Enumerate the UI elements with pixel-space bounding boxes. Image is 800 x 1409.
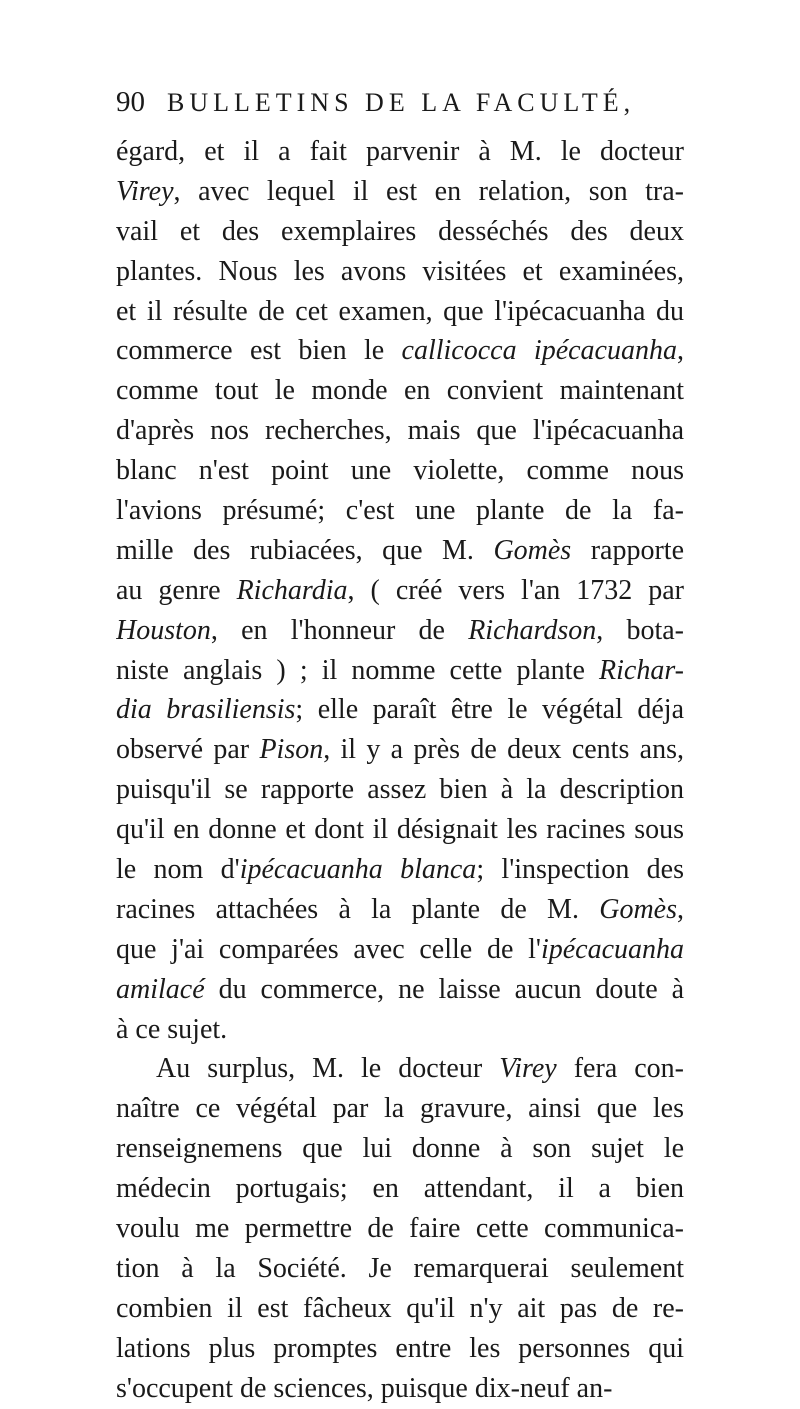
text-segment: blanc n'est point une violette, comme nous bbox=[116, 455, 684, 487]
italic-text: callicocca ipécacuanha bbox=[401, 335, 677, 367]
text-segment: , bbox=[676, 335, 684, 367]
text-segment: naître ce végétal par la gravure, ainsi que les bbox=[116, 1093, 684, 1125]
italic-text: Virey bbox=[116, 175, 174, 207]
text-line bbox=[116, 132, 684, 172]
text-line bbox=[116, 172, 684, 212]
text-line bbox=[116, 690, 684, 730]
text-line bbox=[116, 970, 684, 1010]
text-segment: du commerce, ne laisse aucun doute à bbox=[204, 973, 684, 1005]
body-text bbox=[116, 132, 684, 1409]
text-line bbox=[116, 1209, 684, 1249]
italic-text: Richar- bbox=[599, 654, 684, 686]
text-line bbox=[116, 451, 684, 491]
text-segment: plantes. Nous les avons visitées et examinées, bbox=[116, 255, 684, 287]
text-segment: , en l'honneur de bbox=[210, 614, 469, 646]
text-line bbox=[116, 331, 684, 371]
text-segment: et il résulte de cet examen, que l'ipécacuanha du bbox=[116, 295, 684, 327]
italic-text: Richardson bbox=[468, 614, 597, 646]
text-segment: observé par bbox=[116, 734, 260, 766]
text-segment: racines attachées à la plante de M. bbox=[116, 893, 600, 925]
running-head bbox=[116, 86, 676, 130]
page-number: 90 bbox=[116, 86, 145, 118]
text-segment: d'après nos recherches, mais que l'ipécacuanha bbox=[116, 415, 684, 447]
text-segment: à ce sujet. bbox=[116, 1013, 228, 1045]
text-line bbox=[116, 1289, 684, 1329]
text-segment: combien il est fâcheux qu'il n'y ait pas de re- bbox=[116, 1292, 684, 1324]
text-line bbox=[116, 770, 684, 810]
text-segment: , ( créé vers l'an 1732 par bbox=[347, 574, 684, 606]
text-segment: tion à la Société. Je remarquerai seulement bbox=[116, 1252, 684, 1284]
text-segment: , bota- bbox=[596, 614, 684, 646]
text-segment: lations plus promptes entre les personnes qui bbox=[116, 1332, 684, 1364]
text-line bbox=[116, 292, 684, 332]
text-segment: médecin portugais; en attendant, il a bien bbox=[116, 1173, 684, 1205]
text-line bbox=[116, 730, 684, 770]
text-line bbox=[116, 1169, 684, 1209]
italic-text: Gomès bbox=[493, 534, 572, 566]
text-segment: ; l'inspection des bbox=[476, 854, 684, 886]
text-segment: le nom d' bbox=[116, 854, 240, 886]
text-segment: , il y a près de deux cents ans, bbox=[323, 734, 684, 766]
italic-text: amilacé bbox=[116, 973, 205, 1005]
text-segment: que j'ai comparées avec celle de l' bbox=[116, 933, 541, 965]
text-segment: Au surplus, M. le docteur bbox=[156, 1053, 500, 1085]
text-line bbox=[116, 531, 684, 571]
text-line bbox=[116, 850, 684, 890]
text-line bbox=[116, 371, 684, 411]
text-segment: s'occupent de sciences, puisque dix-neuf an- bbox=[116, 1372, 613, 1404]
text-segment: voulu me permettre de faire cette communica- bbox=[116, 1213, 684, 1245]
text-segment: puisqu'il se rapporte assez bien à la description bbox=[116, 774, 684, 806]
text-line bbox=[116, 1369, 684, 1409]
text-segment: qu'il en donne et dont il désignait les racines sous bbox=[116, 814, 684, 846]
text-segment: , avec lequel il est en relation, son tra- bbox=[173, 175, 684, 207]
text-segment: égard, et il a fait parvenir à M. le docteur bbox=[116, 136, 684, 167]
text-line bbox=[116, 611, 684, 651]
text-segment: rapporte bbox=[571, 534, 684, 566]
text-segment: au genre bbox=[116, 574, 237, 606]
text-segment: niste anglais ) ; il nomme cette plante bbox=[116, 654, 600, 686]
text-line bbox=[116, 1010, 684, 1050]
text-line bbox=[116, 491, 684, 531]
text-line bbox=[116, 411, 684, 451]
text-line bbox=[116, 651, 684, 691]
italic-text: Houston bbox=[116, 614, 211, 646]
text-line bbox=[116, 1129, 684, 1169]
text-segment: vail et des exemplaires desséchés des deux bbox=[116, 215, 684, 247]
text-line bbox=[116, 810, 684, 850]
text-segment: commerce est bien le bbox=[116, 335, 402, 367]
italic-text: Richardia bbox=[236, 574, 348, 606]
italic-text: Gomès bbox=[599, 893, 677, 925]
text-segment: comme tout le monde en convient maintenant bbox=[116, 375, 684, 407]
text-segment: , bbox=[677, 893, 684, 925]
text-line bbox=[116, 930, 684, 970]
text-line bbox=[116, 571, 684, 611]
running-title: BULLETINS DE LA FACULTÉ, bbox=[167, 88, 636, 117]
text-segment: l'avions présumé; c'est une plante de la fa- bbox=[116, 495, 684, 527]
italic-text: ipécacuanha blanca bbox=[239, 854, 477, 886]
italic-text: Virey bbox=[499, 1053, 557, 1085]
italic-text: ipécacuanha bbox=[540, 933, 684, 965]
text-segment: mille des rubiacées, que M. bbox=[116, 534, 494, 566]
text-line bbox=[116, 1089, 684, 1129]
text-segment: ; elle paraît être le végétal déja bbox=[295, 694, 684, 726]
italic-text: Pison bbox=[259, 734, 324, 766]
text-segment: renseignemens que lui donne à son sujet le bbox=[116, 1133, 684, 1165]
text-line bbox=[116, 890, 684, 930]
text-line bbox=[116, 1049, 684, 1089]
italic-text: dia brasiliensis bbox=[116, 694, 296, 726]
text-line bbox=[116, 1329, 684, 1369]
text-line bbox=[116, 1249, 684, 1289]
text-segment: fera con- bbox=[556, 1053, 684, 1085]
text-line bbox=[116, 252, 684, 292]
text-line bbox=[116, 212, 684, 252]
